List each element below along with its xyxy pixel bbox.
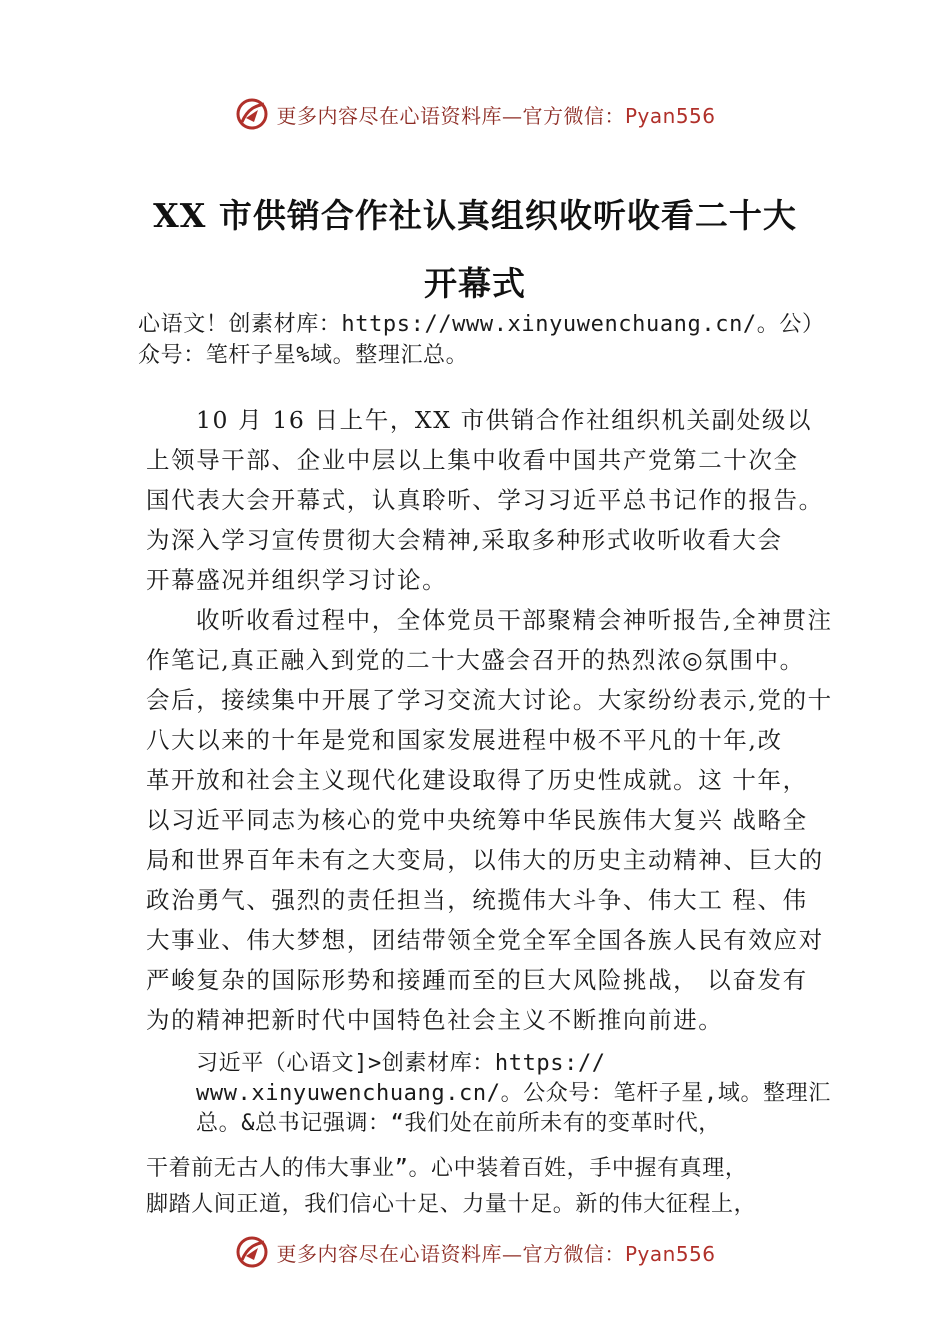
- paragraph-1-line: 为深入学习宣传贯彻大会精神,采取多种形式收听收看大会: [146, 526, 783, 554]
- source-note-line: 众号：笔杆子星%域。整理汇总。: [138, 343, 469, 368]
- paragraph-3-line: 脚踏人间正道，我们信心十足、力量十足。新的伟大征程上，: [146, 1192, 757, 1217]
- paragraph-3-line: www.xinyuwenchuang.cn/。公众号：笔杆子星,域。整理汇: [196, 1081, 831, 1106]
- paragraph-2-line: 政治勇气、强烈的责任担当，统揽伟大斗争、伟大工 程、伟: [146, 886, 808, 914]
- banner-text: 更多内容尽在心语资料库—官方微信：Pyan556: [276, 103, 716, 128]
- banner-wechat-id: Pyan556: [624, 1241, 716, 1266]
- source-note-line: 心语文！创素材库：https://www.xinyuwenchuang.cn/。公）: [138, 312, 825, 337]
- paragraph-2-line: 作笔记,真正融入到党的二十大盛会召开的热烈浓◎氛围中。: [146, 646, 805, 674]
- paragraph-2-line: 严峻复杂的国际形势和接踵而至的巨大风险挑战， 以奋发有: [146, 966, 808, 994]
- banner-text: 更多内容尽在心语资料库—官方微信：Pyan556: [276, 1241, 716, 1266]
- logo-icon: [234, 96, 270, 132]
- banner-wechat-id: Pyan556: [624, 103, 716, 128]
- paragraph-1-line: 开幕盛况并组织学习讨论。: [146, 566, 448, 594]
- paragraph-2-line: 收听收看过程中，全体党员干部聚精会神听报告,全神贯注: [196, 606, 833, 634]
- bottom-banner: [0, 1230, 950, 1274]
- paragraph-2-line: 大事业、伟大梦想，团结带领全党全军全国各族人民有效应对: [146, 926, 824, 954]
- paragraph-1-line: 国代表大会开幕式，认真聆听、学习习近平总书记作的报告。: [146, 486, 824, 514]
- paragraph-1-line: 上领导干部、企业中层以上集中收看中国共产党第二十次全: [146, 446, 799, 474]
- document-title-line-2: 开幕式: [424, 264, 526, 303]
- paragraph-3-line: 习近平（心语文]>创素材库：https://: [196, 1051, 606, 1076]
- paragraph-1-line: 10 月 16 日上午，XX 市供销合作社组织机关副处级以: [196, 406, 813, 434]
- paragraph-3-line: 干着前无古人的伟大事业”。心中装着百姓，手中握有真理，: [146, 1156, 748, 1181]
- paragraph-2-line: 以习近平同志为核心的党中央统筹中华民族伟大复兴 战略全: [146, 806, 808, 834]
- paragraph-2-line: 会后，接续集中开展了学习交流大讨论。大家纷纷表示,党的十: [146, 686, 833, 714]
- document-title-line-1: XX 市供销合作社认真组织收听收看二十大: [153, 196, 797, 235]
- paragraph-2-line: 八大以来的十年是党和国家发展进程中极不平凡的十年,改: [146, 726, 783, 754]
- top-banner: [0, 92, 950, 136]
- paragraph-3-line: 总。&总书记强调：“我们处在前所未有的变革时代，: [196, 1111, 721, 1136]
- paragraph-2-line: 革开放和社会主义现代化建设取得了历史性成就。这 十年，: [146, 766, 808, 794]
- paragraph-2-line: 为的精神把新时代中国特色社会主义不断推向前进。: [146, 1006, 724, 1034]
- paragraph-2-line: 局和世界百年未有之大变局，以伟大的历史主动精神、巨大的: [146, 846, 824, 874]
- logo-icon: [234, 1234, 270, 1270]
